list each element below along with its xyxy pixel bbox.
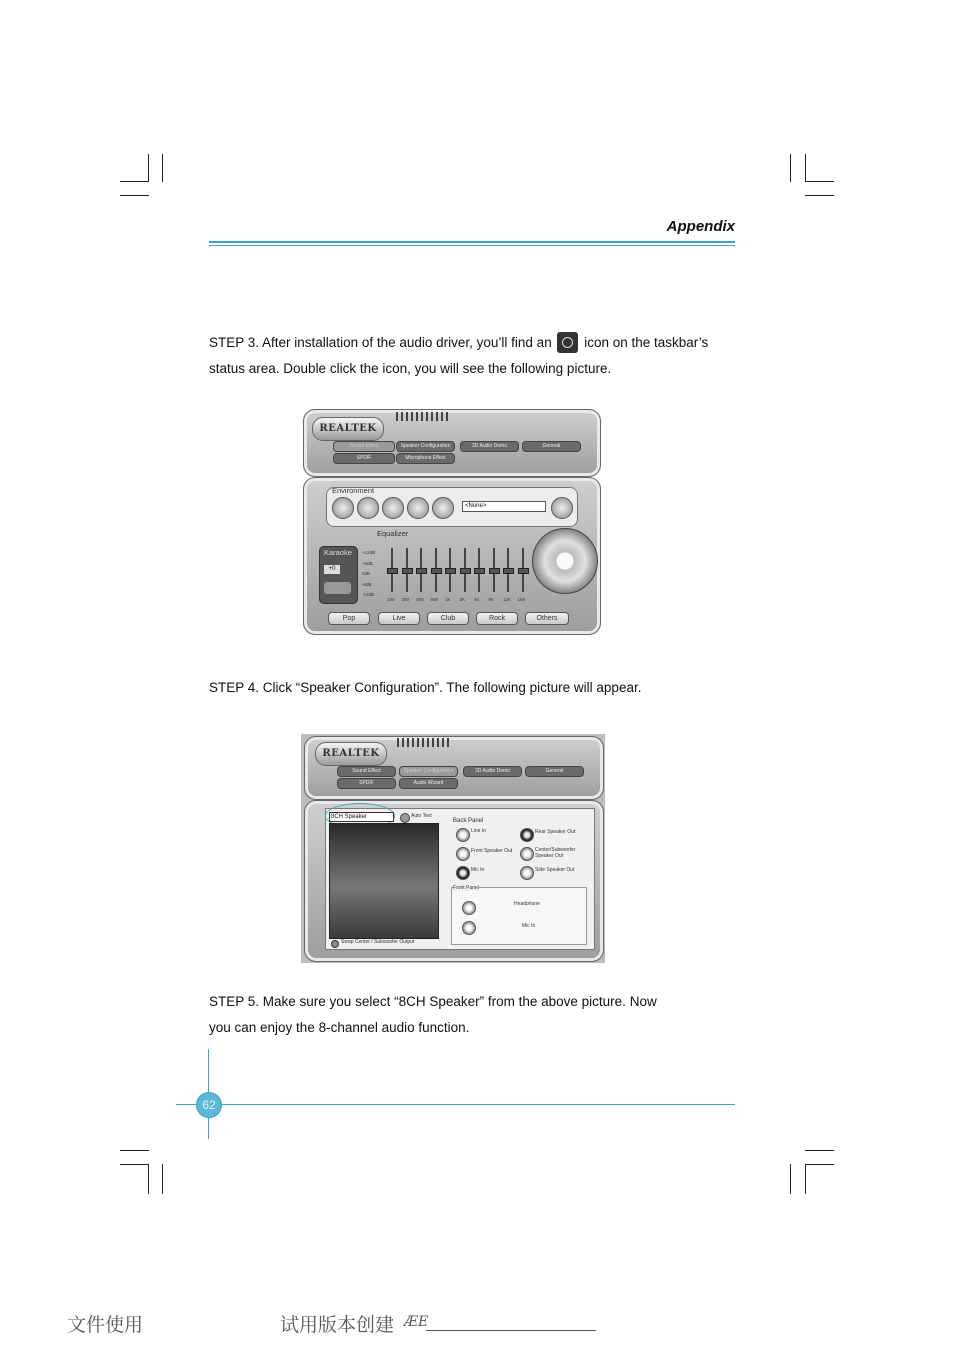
karaoke-label: Karaoke [324,548,352,557]
equalizer-label: Equalizer [377,529,409,538]
environment-edit-button[interactable] [551,497,573,519]
tab-speaker-configuration[interactable]: Speaker Configuration [396,441,455,452]
watermark-underline [426,1330,596,1331]
auto-test-label: Auto Test [411,813,432,819]
jack-label: Side Speaker Out [535,867,575,873]
environment-preset-button[interactable] [382,497,404,519]
watermark-left: 文件使用 [67,1314,144,1336]
crop-mark [120,1150,149,1151]
watermark-logo: ÆE [404,1314,429,1330]
slider-knob[interactable] [503,568,514,574]
equalizer-slider[interactable] [507,548,509,592]
front-panel-label: Front Panel [453,885,479,891]
slider-knob[interactable] [474,568,485,574]
speaker-control-wheel[interactable] [532,528,598,594]
db-label: -6dB [362,581,372,587]
volume-ticks [396,412,451,421]
equalizer-slider[interactable] [391,548,393,592]
volume-ticks [397,738,452,747]
frequency-label: 8K [488,597,495,602]
db-label: 0dB [362,571,371,576]
crop-mark [120,1164,149,1165]
crop-mark [805,195,834,196]
preset-rock[interactable]: Rock [476,612,518,625]
slider-knob[interactable] [431,568,442,574]
jack-label: Headphone [514,901,540,907]
front-panel-area [451,887,587,945]
swap-checkbox[interactable] [331,940,339,948]
frequency-label: 600 [430,597,439,602]
footer-rule [176,1104,196,1105]
crop-mark [790,1164,791,1194]
equalizer-slider[interactable] [493,548,495,592]
swap-label: Swap Center / Subwoofer Output [341,939,415,945]
preset-club[interactable]: Club [427,612,469,625]
tab-sound-effect[interactable]: Sound Effect [333,441,395,452]
slider-knob[interactable] [460,568,471,574]
step3-text: status area. Double click the icon, you will see the following picture. [209,361,612,376]
step4-paragraph: STEP 4. Click “Speaker Configuration”. The following picture will appear. [209,680,642,695]
jack-front-mic-in[interactable] [462,921,476,935]
frequency-label: 16K [517,597,526,602]
equalizer-frequencies [387,597,530,603]
equalizer-slider[interactable] [464,548,466,592]
step3-text: STEP 3. After installation of the audio driver, you’ll find an [209,335,552,350]
jack-mic-in[interactable] [456,866,470,880]
page-number: 62 [196,1092,222,1118]
equalizer-slider[interactable] [435,548,437,592]
jack-label: Center/Subwoofer Speaker Out [535,847,576,859]
environment-preset-button[interactable] [332,497,354,519]
tab-3d-audio-demo[interactable]: 3D Audio Demo [463,766,522,777]
footer-rule [209,1104,735,1105]
crop-mark [805,1164,834,1165]
frequency-label: 100 [387,597,395,602]
preset-pop[interactable]: Pop [328,612,370,625]
jack-label: Mic In [522,923,536,929]
preset-others[interactable]: Others [525,612,569,625]
frequency-label: 12K [503,597,512,602]
realtek-sound-effect-screenshot [300,407,602,635]
step3-text: icon on the taskbar’s [584,335,709,350]
jack-line-in[interactable] [456,828,470,842]
db-label: +12dB [362,550,376,555]
crop-mark [805,1150,834,1151]
environment-select[interactable]: <None> [462,501,546,512]
frequency-label: 1K [445,597,451,602]
crop-mark [120,181,149,182]
crop-mark [162,1164,163,1194]
equalizer-slider[interactable] [406,548,408,592]
tab-spdif[interactable]: SPDIF [337,778,396,789]
jack-label: Front Speaker Out [471,848,513,854]
frequency-label: 200 [401,597,410,602]
realtek-logo: REALTEK [315,742,387,766]
realtek-speaker-configuration-screenshot [301,734,605,963]
slider-knob[interactable] [445,568,456,574]
jack-side-speaker-out[interactable] [520,866,534,880]
crop-mark [805,1164,806,1194]
crop-mark [805,181,834,182]
db-label: -12dB [362,592,375,597]
equalizer-slider[interactable] [478,548,480,592]
jack-label: Line In [471,828,487,834]
frequency-label: 2K [459,597,466,602]
db-label: +6dB [362,560,373,566]
crop-mark [120,195,149,196]
karaoke-toggle[interactable] [324,582,351,594]
preset-live[interactable]: Live [378,612,420,625]
back-panel-label: Back Panel [453,818,484,824]
tab-speaker-configuration[interactable]: Speaker Configuration [399,766,458,777]
step3-paragraph [209,330,749,382]
jack-label: Mic In [471,867,485,873]
crop-mark [805,154,806,182]
tab-3d-audio-demo[interactable]: 3D Audio Demo [460,441,519,452]
page-header-title: Appendix [666,218,735,235]
header-rule [209,245,735,246]
environment-preset-button[interactable] [407,497,429,519]
tab-audio-wizard[interactable]: Audio Wizard [399,778,458,789]
karaoke-value[interactable]: +0 [324,565,340,574]
speaker-select[interactable]: 8CH Speaker [329,812,394,822]
slider-knob[interactable] [489,568,500,574]
header-rule [209,241,735,243]
step5-paragraph [209,989,749,1041]
auto-test-button[interactable] [400,813,410,823]
crop-mark [162,154,163,182]
crop-mark [790,154,791,182]
environment-preset-button[interactable] [357,497,379,519]
frequency-label: 400 [416,597,424,602]
crop-mark [148,1164,149,1194]
equalizer-slider[interactable] [420,548,422,592]
equalizer-slider[interactable] [449,548,451,592]
jack-headphone[interactable] [462,901,476,915]
tab-general[interactable]: General [525,766,584,777]
slider-knob[interactable] [518,568,529,574]
environment-label: Environment [332,486,375,495]
frequency-label: 4K [474,597,480,602]
step5-text: STEP 5. Make sure you select “8CH Speaker” from the above picture. Now [209,994,657,1009]
tab-spdif[interactable]: SPDIF [333,453,395,464]
slider-knob[interactable] [416,568,427,574]
slider-knob[interactable] [402,568,413,574]
slider-knob[interactable] [387,568,398,574]
db-scale [362,548,382,601]
crop-mark [148,154,149,182]
jack-rear-speaker-out[interactable] [520,828,534,842]
speaker-room-image [329,823,439,939]
jack-front-speaker-out[interactable] [456,847,470,861]
realtek-audio-manager-icon [557,332,578,353]
jack-label: Rear Speaker Out [535,829,576,835]
watermark-right: 试用版本创建 [280,1314,395,1336]
realtek-logo: REALTEK [312,417,384,441]
environment-preset-button[interactable] [432,497,454,519]
tab-general[interactable]: General [522,441,581,452]
equalizer-slider[interactable] [522,548,524,592]
tab-sound-effect[interactable]: Sound Effect [337,766,396,777]
jack-center-subwoofer-out[interactable] [520,847,534,861]
tab-microphone-effect[interactable]: Microphone Effect [396,453,455,464]
step5-text: you can enjoy the 8-channel audio function. [209,1020,470,1035]
